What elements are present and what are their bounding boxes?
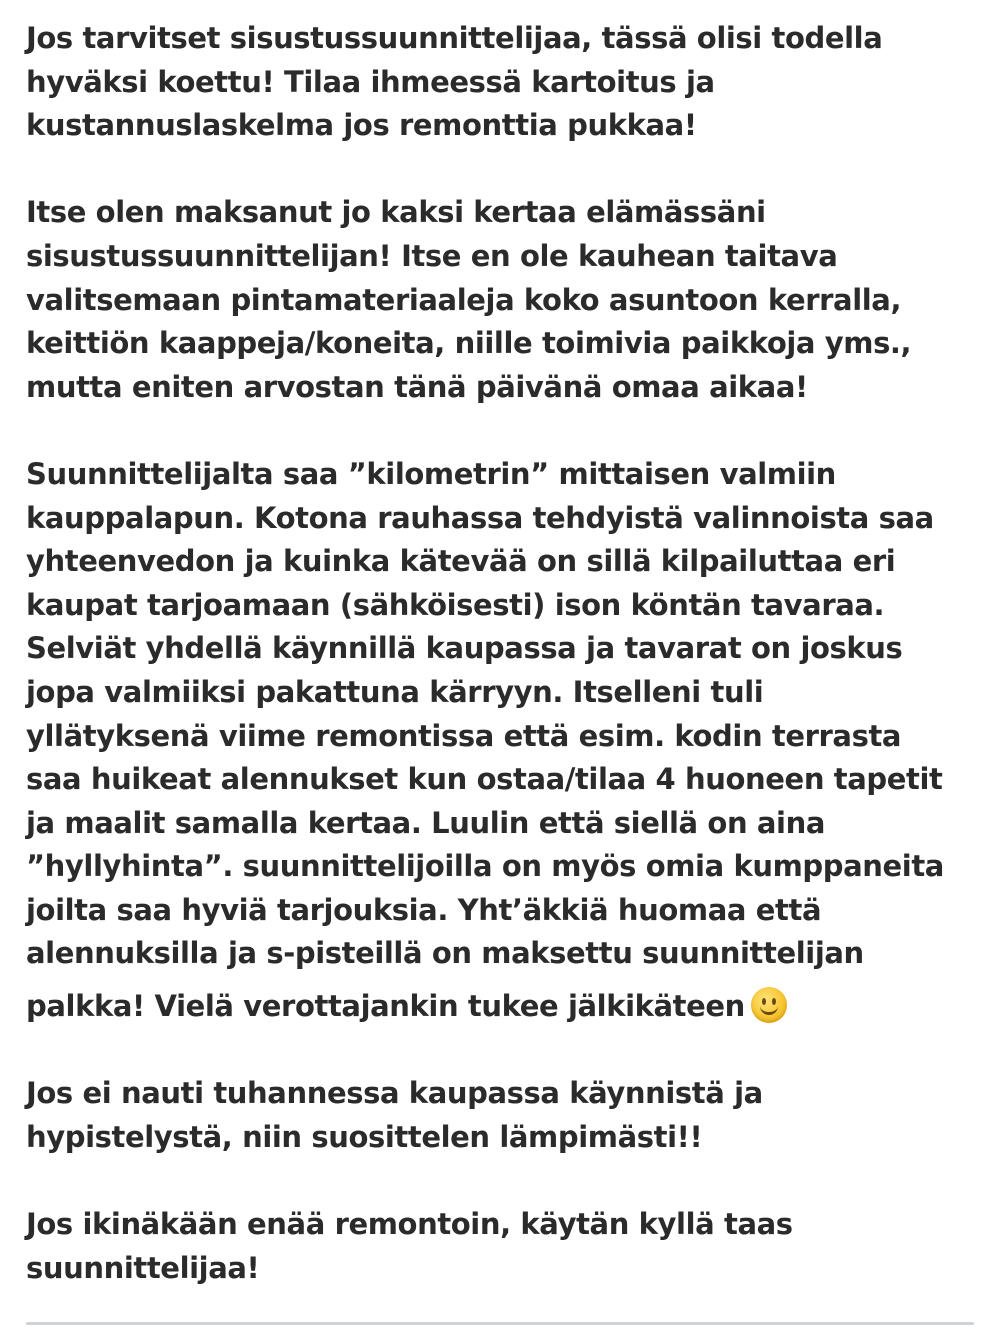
paragraph-experience	[26, 191, 976, 409]
paragraph-benefits	[26, 453, 976, 1029]
text-line: Suunnittelijalta saa ”kilometrin” mittaisen valmiin	[26, 456, 836, 491]
text-line: keittiön kaappeja/koneita, niille toimivia paikkoja yms.,	[26, 326, 912, 361]
text-line: alennuksilla ja s-pisteillä on maksettu suunnittelijan	[26, 936, 864, 971]
text-line: Jos ei nauti tuhannessa kaupassa käynnistä ja	[26, 1076, 763, 1111]
text-line: kustannuslaskelma jos remonttia pukkaa!	[26, 108, 697, 143]
text-line: Itse olen maksanut jo kaksi kertaa elämässäni	[26, 195, 766, 230]
text-line: valitsemaan pintamateriaaleja koko asuntoon kerralla,	[26, 282, 902, 317]
text-line: hyväksi koettu! Tilaa ihmeessä kartoitus ja	[26, 64, 715, 99]
text-line: Jos ikinäkään enää remontoin, käytän kyllä taas	[26, 1207, 793, 1242]
text-line-with-emoji	[26, 985, 976, 1029]
text-line: mutta eniten arvostan tänä päivänä omaa aikaa!	[26, 369, 808, 404]
text-line: kaupat tarjoamaan (sähköisesti) ison köntän tavaraa.	[26, 587, 885, 622]
post-text	[26, 17, 976, 1334]
text-line: hypistelystä, niin suosittelen lämpimästi!!	[26, 1119, 703, 1154]
paragraph-closing	[26, 1203, 976, 1290]
text-line: palkka! Vielä verottajankin tukee jälkikäteen	[26, 989, 745, 1024]
text-line: suunnittelijaa!	[26, 1250, 260, 1285]
text-line: Selviät yhdellä käynnillä kaupassa ja tavarat on joskus	[26, 631, 903, 666]
text-line: jopa valmiiksi pakattuna kärryyn. Itselleni tuli	[26, 674, 764, 709]
text-line: yhteenvedon ja kuinka kätevää on sillä kilpailuttaa eri	[26, 544, 896, 579]
text-line: joilta saa hyviä tarjouksia. Yht’äkkiä huomaa että	[26, 892, 822, 927]
paragraph-intro	[26, 17, 976, 148]
bottom-divider	[26, 1322, 974, 1325]
text-line: kauppalapun. Kotona rauhassa tehdyistä valinnoista saa	[26, 500, 934, 535]
text-line: ja maalit samalla kertaa. Luulin että siellä on aina	[26, 805, 826, 840]
text-line: ”hyllyhinta”. suunnittelijoilla on myös omia kumppaneita	[26, 849, 944, 884]
text-line: yllätyksenä viime remontissa että esim. kodin terrasta	[26, 718, 902, 753]
text-line: sisustussuunnittelijan! Itse en ole kauhean taitava	[26, 238, 838, 273]
paragraph-recommendation	[26, 1072, 976, 1159]
slightly-smiling-face-icon	[751, 987, 787, 1023]
text-line: saa huikeat alennukset kun ostaa/tilaa 4 huoneen tapetit	[26, 762, 943, 797]
text-line: Jos tarvitset sisustussuunnittelijaa, tässä olisi todella	[26, 21, 883, 55]
